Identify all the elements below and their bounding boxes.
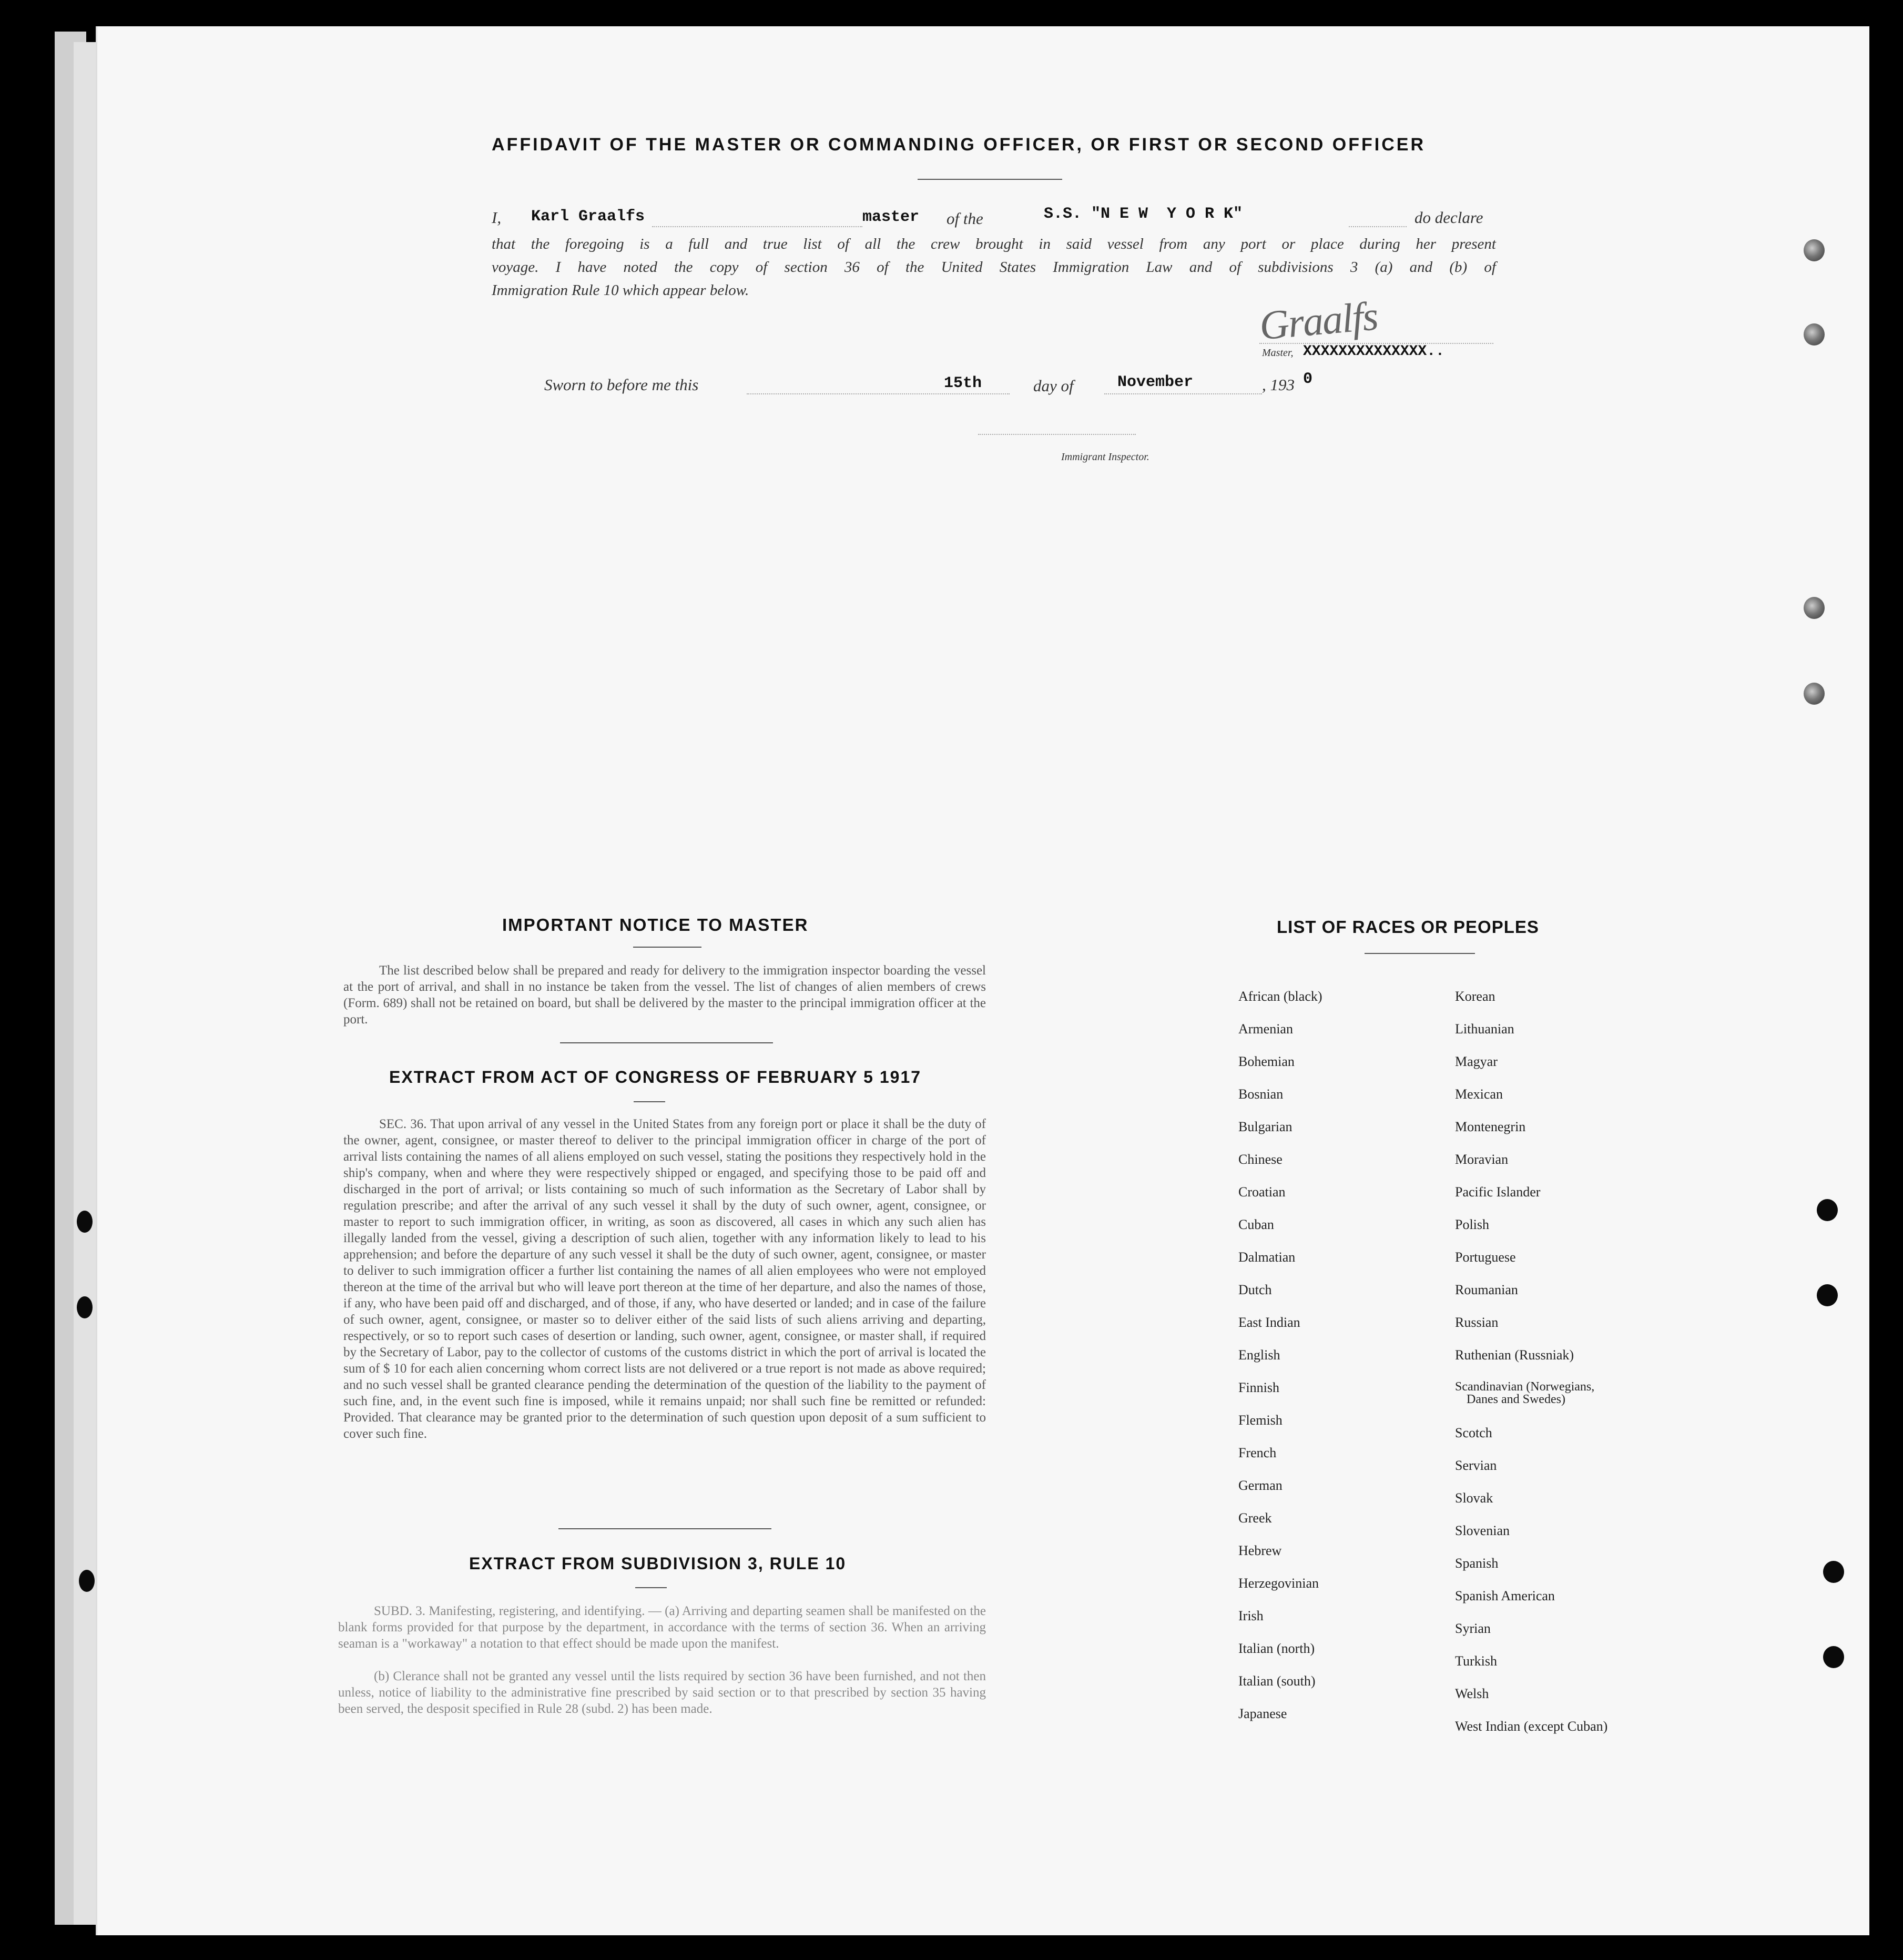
race-item: Syrian xyxy=(1455,1621,1491,1636)
extract-rule-title: EXTRACT FROM SUBDIVISION 3, RULE 10 xyxy=(469,1554,847,1573)
master-signature: Graalfs xyxy=(1257,292,1379,349)
race-item: Irish xyxy=(1238,1608,1264,1623)
binder-hole xyxy=(1817,1199,1838,1221)
extract-rule-text-b: (b) Clerance shall not be granted any vessel until the lists required by section 36 have been furnished, and not then unless, notice of liability to the administrative fine prescribed by said section or to that prescribed by section 35 having been served, the desposit specified in Rule 28 (subd. 2) has been made. xyxy=(338,1669,986,1716)
race-item: Roumanian xyxy=(1455,1282,1518,1297)
race-item: Spanish xyxy=(1455,1556,1499,1571)
title-rule xyxy=(918,179,1062,180)
extract-act-text: SEC. 36. That upon arrival of any vessel in the United States from any foreign port or place it shall be the duty of the owner, agent, consignee, or master thereof to deliver to the principal immigration officer in charge of the port of arrival lists containing the names of all aliens employed on such vessel, stating the positions they respectively hold in the ship's company, when and where they were respectively shipped or engaged, and specifying those to be paid off and discharged in the port of arrival; or lists containing so much of such information as the Secretary of Labor shall by regulation prescribe; and after the arrival of any such vessel it shall by the duty of such owner, agent, consignee, or master to report to such immigration officer, in writing, as soon as discovered, all cases in which any such alien has illegally landed from the vessel, giving a description of such alien, together with any information likely to lead to his apprehension; and before the departure of any such vessel it shall be the duty of such owner, agent, consignee, or master to deliver to such immigration officer a further list containing the names of all alien employees who were not employed thereon at the time of the arrival but who will leave port thereon at the time of her departure, and also the names of those, if any, who have been paid off and discharged, and of those, if any, who have deserted or landed; and in case of the failure of such owner, agent, consignee, or master so to deliver either of the said lists of such aliens arriving and departing, respectively, or so to report such cases of desertion or landing, such owner, agent, consignee, or master shall, if required by the Secretary of Labor, pay to the collector of customs of the customs district in which the port of arrival is located the sum of $ 10 for each alien concerning whom correct lists are not delivered or a true report is not made as above required; and no such vessel shall be granted clearance pending the determination of the question of the liability to the payment of such fine, and, in the event such fine is imposed, while it remains unpaid; nor shall such fine be remitted or refunded: Provided. That clearance may be granted prior to the determination of such question upon deposit of a sum sufficient to cover such fine. xyxy=(343,1117,986,1441)
race-item: Bosnian xyxy=(1238,1086,1284,1102)
race-item: Japanese xyxy=(1238,1706,1287,1721)
race-item: Scotch xyxy=(1455,1425,1492,1440)
race-item: Bohemian xyxy=(1238,1054,1295,1069)
sworn-year-digit: 0 xyxy=(1303,370,1313,388)
sworn-year: , 193 xyxy=(1262,375,1295,394)
race-item: East Indian xyxy=(1238,1315,1300,1330)
race-item: Polish xyxy=(1455,1217,1490,1232)
races-right-list xyxy=(1455,989,1676,1735)
race-item: Dalmatian xyxy=(1238,1250,1296,1265)
race-item: Bulgarian xyxy=(1238,1119,1293,1134)
binder-hole xyxy=(1804,323,1825,346)
race-item: Ruthenian (Russniak) xyxy=(1455,1347,1574,1363)
extract-act-title: EXTRACT FROM ACT OF CONGRESS OF FEBRUARY 5 1917 xyxy=(389,1068,922,1086)
race-item: Armenian xyxy=(1238,1021,1293,1037)
extract-act-end-rule xyxy=(558,1528,771,1529)
race-item: English xyxy=(1238,1347,1280,1363)
master-sig-label: Master, xyxy=(1262,347,1294,359)
binder-hole xyxy=(1823,1646,1844,1668)
binder-hole xyxy=(1804,597,1825,619)
race-item: Montenegrin xyxy=(1455,1119,1526,1134)
extract-rule-text-a: SUBD. 3. Manifesting, registering, and identifying. — (a) Arriving and departing seamen shall be manifested on the blank forms provided for that purpose by the department, in accordance with the terms of section 36. When an arriving seaman is a "workaway" a notation to that effect should be made upon the manifest. xyxy=(338,1604,986,1651)
notice-text: The list described below shall be prepared and ready for delivery to the immigration inspector boarding the vessel at the port of arrival, and shall in no instance be taken from the vessel. The list of changes of alien members of crews (Form. 689) shall not be retained on board, but shall be delivered by the master to the principal immigration officer at the port. xyxy=(343,963,986,1027)
race-item: Cuban xyxy=(1238,1217,1274,1232)
race-item: Portuguese xyxy=(1455,1250,1516,1265)
dots-inspector xyxy=(978,434,1136,435)
inspector-label: Immigrant Inspector. xyxy=(1061,451,1149,463)
races-title: LIST OF RACES OR PEOPLES xyxy=(1277,917,1539,937)
race-item: French xyxy=(1238,1445,1277,1460)
of-the-text: of the xyxy=(947,209,983,228)
races-rule xyxy=(1365,953,1475,954)
race-item: Italian (south) xyxy=(1238,1673,1316,1689)
race-item: Turkish xyxy=(1455,1653,1497,1669)
race-item: Danes and Swedes) xyxy=(1467,1393,1565,1406)
binder-hole xyxy=(1817,1284,1838,1306)
sworn-month: November xyxy=(1117,373,1194,391)
do-declare-text: do declare xyxy=(1414,208,1483,227)
race-item: Lithuanian xyxy=(1455,1021,1514,1037)
binder-hole xyxy=(1823,1561,1844,1583)
race-item: Mexican xyxy=(1455,1086,1503,1102)
race-item: Korean xyxy=(1455,989,1495,1004)
affidavit-line-2: that the foregoing is a full and true list of all the crew brought in said vessel from any port or place during her present xyxy=(492,236,1496,252)
race-item: West Indian (except Cuban) xyxy=(1455,1719,1608,1734)
race-item: Croatian xyxy=(1238,1184,1286,1200)
dots-sworn xyxy=(747,393,1010,394)
master-label: master xyxy=(862,208,920,226)
race-item: Italian (north) xyxy=(1238,1641,1315,1656)
race-item: Magyar xyxy=(1455,1054,1498,1069)
race-item: Spanish American xyxy=(1455,1588,1555,1603)
sworn-text: Sworn to before me this xyxy=(544,375,699,394)
race-item: Moravian xyxy=(1455,1152,1509,1167)
race-item: Welsh xyxy=(1455,1686,1489,1701)
race-item: Flemish xyxy=(1238,1413,1283,1428)
affidavit-title: AFFIDAVIT OF THE MASTER OR COMMANDING OFFICER, OR FIRST OR SECOND OFFICER xyxy=(492,135,1426,155)
race-item: Dutch xyxy=(1238,1282,1272,1297)
race-item: German xyxy=(1238,1478,1283,1493)
sworn-day: 15th xyxy=(944,374,982,392)
affidavit-line-4: Immigration Rule 10 which appear below. xyxy=(492,282,749,299)
race-item: Herzegovinian xyxy=(1238,1576,1319,1591)
binder-hole xyxy=(1804,239,1825,261)
race-item: Scandinavian (Norwegians, xyxy=(1455,1380,1595,1394)
affidavit-line-3: voyage. I have noted the copy of section 36 of the United States Immigration Law and of subdivisions 3 (a) and (b) of xyxy=(492,259,1496,276)
back-sheet-edge-2 xyxy=(74,42,99,1925)
binder-hole-left xyxy=(77,1211,93,1233)
master-sig-typed: XXXXXXXXXXXXXX.. xyxy=(1303,343,1444,360)
race-item: Russian xyxy=(1455,1315,1499,1330)
extract-act-rule xyxy=(634,1101,665,1102)
race-item: Hebrew xyxy=(1238,1543,1282,1558)
extract-rule-rule xyxy=(635,1587,667,1588)
race-item: Greek xyxy=(1238,1510,1272,1526)
notice-title: IMPORTANT NOTICE TO MASTER xyxy=(502,915,809,935)
affidavit-i: I, xyxy=(492,208,502,227)
race-item: Pacific Islander xyxy=(1455,1184,1541,1200)
dots-month xyxy=(1104,393,1262,394)
binder-hole xyxy=(1804,683,1825,705)
day-of-text: day of xyxy=(1033,377,1074,395)
binder-hole-left xyxy=(77,1296,93,1318)
vessel-name: S.S. "N E W Y O R K" xyxy=(1044,205,1243,223)
dots-vessel xyxy=(1349,226,1407,227)
race-item: Finnish xyxy=(1238,1380,1280,1395)
race-item: Chinese xyxy=(1238,1152,1283,1167)
binder-hole-left xyxy=(79,1570,95,1592)
notice-rule xyxy=(633,947,701,948)
race-item: Servian xyxy=(1455,1458,1497,1473)
dots-name xyxy=(652,226,862,227)
race-item: African (black) xyxy=(1238,989,1322,1004)
notice-end-rule xyxy=(560,1042,773,1043)
race-item: Slovenian xyxy=(1455,1523,1510,1538)
races-left-list xyxy=(1238,989,1438,1735)
master-name: Karl Graalfs xyxy=(531,208,645,226)
race-item: Slovak xyxy=(1455,1490,1493,1506)
